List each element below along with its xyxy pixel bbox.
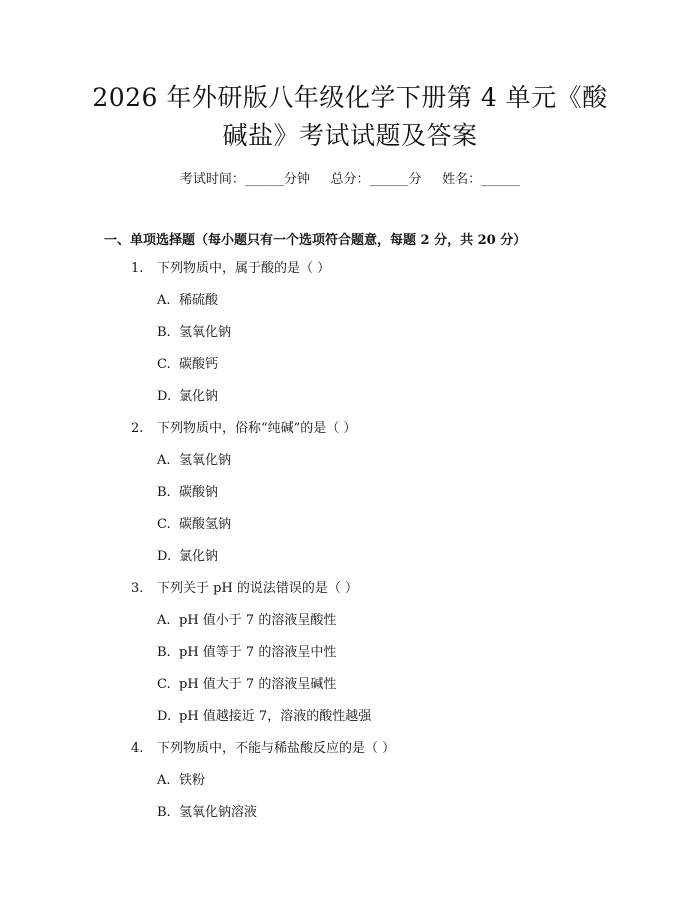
option-letter: B. xyxy=(157,805,171,820)
exam-info-line: 考试时间：______分钟 总分：______分 姓名：______ xyxy=(179,172,521,187)
option-text: 铁粉 xyxy=(179,773,206,788)
option-letter: A. xyxy=(157,613,171,628)
document-title-line-2: 碱盐》考试试题及答案 xyxy=(222,121,478,150)
question-2-option-b xyxy=(157,483,218,503)
question-1-option-c xyxy=(157,355,218,375)
question-1 xyxy=(131,259,330,279)
question-4 xyxy=(131,739,395,759)
option-letter: C. xyxy=(157,677,171,692)
question-1-option-b xyxy=(157,323,231,343)
option-text: 稀硫酸 xyxy=(179,293,219,308)
option-text: 氢氧化钠 xyxy=(179,453,232,468)
question-text: 下列关于 pH 的说法错误的是（ ） xyxy=(157,581,359,596)
question-number: 4. xyxy=(131,741,144,756)
question-2-option-a xyxy=(157,451,231,471)
option-letter: A. xyxy=(157,773,171,788)
question-2 xyxy=(131,419,356,439)
option-text: 氯化钠 xyxy=(179,549,219,564)
option-letter: D. xyxy=(157,549,172,564)
option-text: 氢氧化钠溶液 xyxy=(179,805,258,820)
question-1-option-d xyxy=(157,387,218,407)
question-number: 1. xyxy=(131,261,144,276)
option-letter: B. xyxy=(157,645,171,660)
question-3 xyxy=(131,579,358,599)
document-title-line-1: 2026 年外研版八年级化学下册第 4 单元《酸 xyxy=(92,83,608,112)
option-text: 碳酸钙 xyxy=(179,357,219,372)
question-3-option-c xyxy=(157,675,336,695)
option-text: 氯化钠 xyxy=(179,389,219,404)
option-letter: A. xyxy=(157,293,171,308)
option-letter: C. xyxy=(157,517,171,532)
question-2-option-c xyxy=(157,515,231,535)
question-4-option-b xyxy=(157,803,257,823)
question-text: 下列物质中，不能与稀盐酸反应的是（ ） xyxy=(157,741,396,756)
section-heading: 一、单项选择题（每小题只有一个选项符合题意，每题 2 分，共 20 分） xyxy=(104,233,527,248)
question-3-option-a xyxy=(157,611,336,631)
option-text: 碳酸氢钠 xyxy=(179,517,232,532)
question-1-option-a xyxy=(157,291,218,311)
option-text: 碳酸钠 xyxy=(179,485,219,500)
option-text: pH 值大于 7 的溶液呈碱性 xyxy=(179,677,337,692)
question-number: 2. xyxy=(131,421,144,436)
question-text: 下列物质中，属于酸的是（ ） xyxy=(157,261,331,276)
option-letter: D. xyxy=(157,709,172,724)
option-letter: B. xyxy=(157,325,171,340)
option-letter: C. xyxy=(157,357,171,372)
question-2-option-d xyxy=(157,547,218,567)
option-text: 氢氧化钠 xyxy=(179,325,232,340)
option-text: pH 值越接近 7，溶液的酸性越强 xyxy=(179,709,372,724)
question-3-option-b xyxy=(157,643,336,663)
option-text: pH 值等于 7 的溶液呈中性 xyxy=(179,645,337,660)
option-letter: A. xyxy=(157,453,171,468)
option-letter: B. xyxy=(157,485,171,500)
option-text: pH 值小于 7 的溶液呈酸性 xyxy=(179,613,337,628)
question-3-option-d xyxy=(157,707,371,727)
option-letter: D. xyxy=(157,389,172,404)
question-number: 3. xyxy=(131,581,144,596)
question-4-option-a xyxy=(157,771,205,791)
question-text: 下列物质中，俗称“纯碱”的是（ ） xyxy=(157,421,357,436)
